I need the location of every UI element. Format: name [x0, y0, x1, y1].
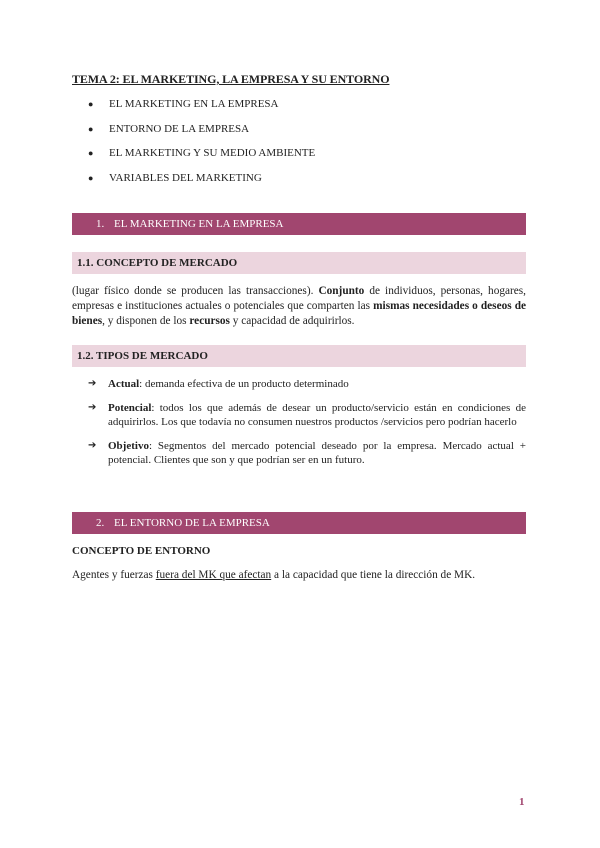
topic-list-item: [72, 121, 315, 146]
market-type-item: [72, 401, 526, 430]
market-type-text: : todos los que además de desear un producto/servicio están en condiciones de adquirirlos. Los que todavía no consumen nuestros productos /servicios pero podrían hacerlo: [108, 401, 526, 428]
market-type-text: : Segmentos del mercado potencial deseado por la empresa. Mercado actual + potencial. Clientes que son y que podrían ser en un futuro.: [108, 439, 526, 466]
text-run: Agentes y fuerzas: [72, 569, 156, 581]
entorno-definition: [72, 568, 526, 583]
market-type-term: Objetivo: [108, 439, 149, 452]
mercado-definition: [72, 284, 526, 329]
text-run: , y disponen de los: [102, 315, 190, 327]
page-title: TEMA 2: EL MARKETING, LA EMPRESA Y SU ENTORNO: [72, 72, 390, 86]
text-run: y capacidad de adquirirlos.: [229, 315, 355, 327]
text-run: de individuos, personas, hogares, empresas e instituciones actuales o potenciales que comparten las: [72, 285, 527, 312]
arrow-right-icon: ➔: [88, 401, 97, 413]
market-type-text: : demanda efectiva de un producto determinado: [139, 378, 349, 390]
entorno-heading: CONCEPTO DE ENTORNO: [72, 545, 211, 557]
section-heading-1: [72, 213, 526, 235]
arrow-right-icon: ➔: [88, 439, 97, 451]
text-run: a la capacidad que tiene la dirección de MK.: [271, 569, 476, 581]
bullet-icon: ●: [88, 99, 94, 109]
topic-label: VARIABLES DEL MARKETING: [109, 172, 262, 185]
underlined-run: fuera del MK que afectan: [155, 569, 272, 581]
topic-label: EL MARKETING EN LA EMPRESA: [109, 98, 279, 110]
topic-list-item: [72, 96, 315, 121]
subsection-heading-1-1: 1.1. CONCEPTO DE MERCADO: [72, 252, 526, 274]
market-types-list: [72, 377, 526, 477]
section-number: 1.: [96, 218, 105, 230]
bold-run: recursos: [189, 315, 230, 327]
topic-list-item: [72, 170, 315, 195]
subsection-heading-1-2: 1.2. TIPOS DE MERCADO: [72, 345, 526, 367]
market-type-item: [72, 439, 526, 468]
topic-list-item: [72, 145, 315, 170]
bold-run: Conjunto: [318, 285, 365, 297]
bullet-icon: ●: [88, 123, 94, 134]
topic-label: EL MARKETING Y SU MEDIO AMBIENTE: [109, 147, 316, 160]
market-type-item: [72, 377, 526, 392]
section-number: 2.: [96, 517, 105, 529]
market-type-term: Actual: [108, 378, 140, 390]
text-run: (lugar físico donde se producen las transacciones).: [72, 285, 319, 297]
bullet-icon: ●: [88, 148, 94, 159]
bullet-icon: ●: [88, 173, 94, 184]
page-number: 1: [519, 796, 525, 808]
section-title: EL MARKETING EN LA EMPRESA: [114, 218, 284, 230]
section-heading-2: [72, 512, 526, 534]
arrow-right-icon: ➔: [88, 378, 97, 389]
market-type-term: Potencial: [108, 401, 152, 414]
topic-list: [72, 96, 315, 195]
topic-label: ENTORNO DE LA EMPRESA: [109, 122, 250, 135]
bold-run: mismas necesidades o deseos de bienes: [72, 300, 526, 327]
section-title: EL ENTORNO DE LA EMPRESA: [114, 517, 270, 529]
